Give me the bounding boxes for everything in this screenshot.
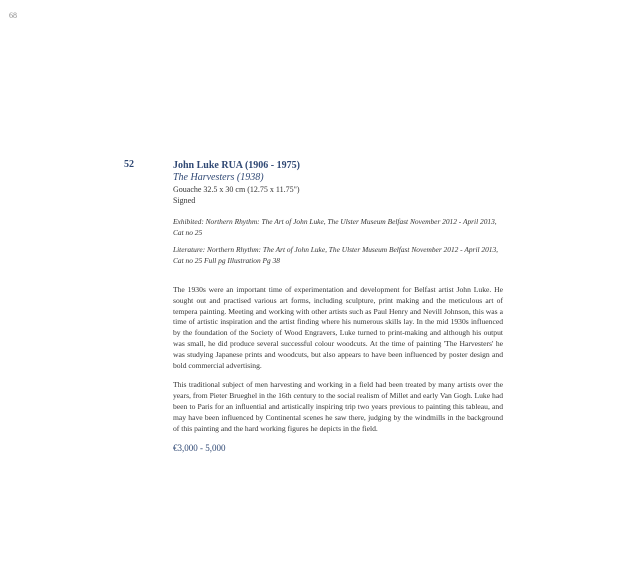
exhibited-note: Exhibited: Northern Rhythm: The Art of John Luke, The Ulster Museum Belfast November 2012 - April 2013, Cat no 25 — [173, 217, 497, 237]
price-estimate: €3,000 - 5,000 — [173, 443, 226, 454]
artwork-title: The Harvesters (1938) — [173, 172, 264, 183]
lot-entry — [173, 159, 503, 453]
description-paragraph: This traditional subject of men harvesting and working in a field had been treated by many artists over the years, from Pieter Brueghel in the 16th century to the social realism of Millet and early Van Gogh. Luke had been to Paris for an influential and artistically inspiring trip two years previous to painting this tableau, and may have been influenced by Continental scenes he saw there, judging by the windmills in the background of this painting and the hard working figures he depicts in the field. — [173, 380, 503, 433]
description-paragraph: The 1930s were an important time of experimentation and development for Belfast artist John Luke. He sought out and practised various art forms, including sculpture, print making and the meticulous art of tempera painting. Meeting and working with other artists such as Paul Henry and Nevill Johnson, this was a time of artistic inspiration and the artist finding where his numerous skills lay. In the mid 1930s influenced by the foundation of the Society of Wood Engravers, Luke turned to print-making and although his output was small, he did produce several successful colour woodcuts. At the time of painting 'The Harvesters' he was studying Japanese prints and woodcuts, but also appears to have been influenced by poster design and bold commercial advertising. — [173, 285, 503, 370]
literature-note: Literature: Northern Rhythm: The Art of John Luke, The Ulster Museum Belfast November 2012 - April 2013, Cat no 25 Full pg Illustration Pg 38 — [173, 245, 499, 265]
lot-number: 52 — [124, 159, 134, 170]
page-number: 68 — [9, 11, 17, 20]
signed-note: Signed — [173, 196, 196, 205]
artist-name: John Luke RUA (1906 - 1975) — [173, 160, 300, 171]
medium-size: Gouache 32.5 x 30 cm (12.75 x 11.75") — [173, 185, 300, 194]
